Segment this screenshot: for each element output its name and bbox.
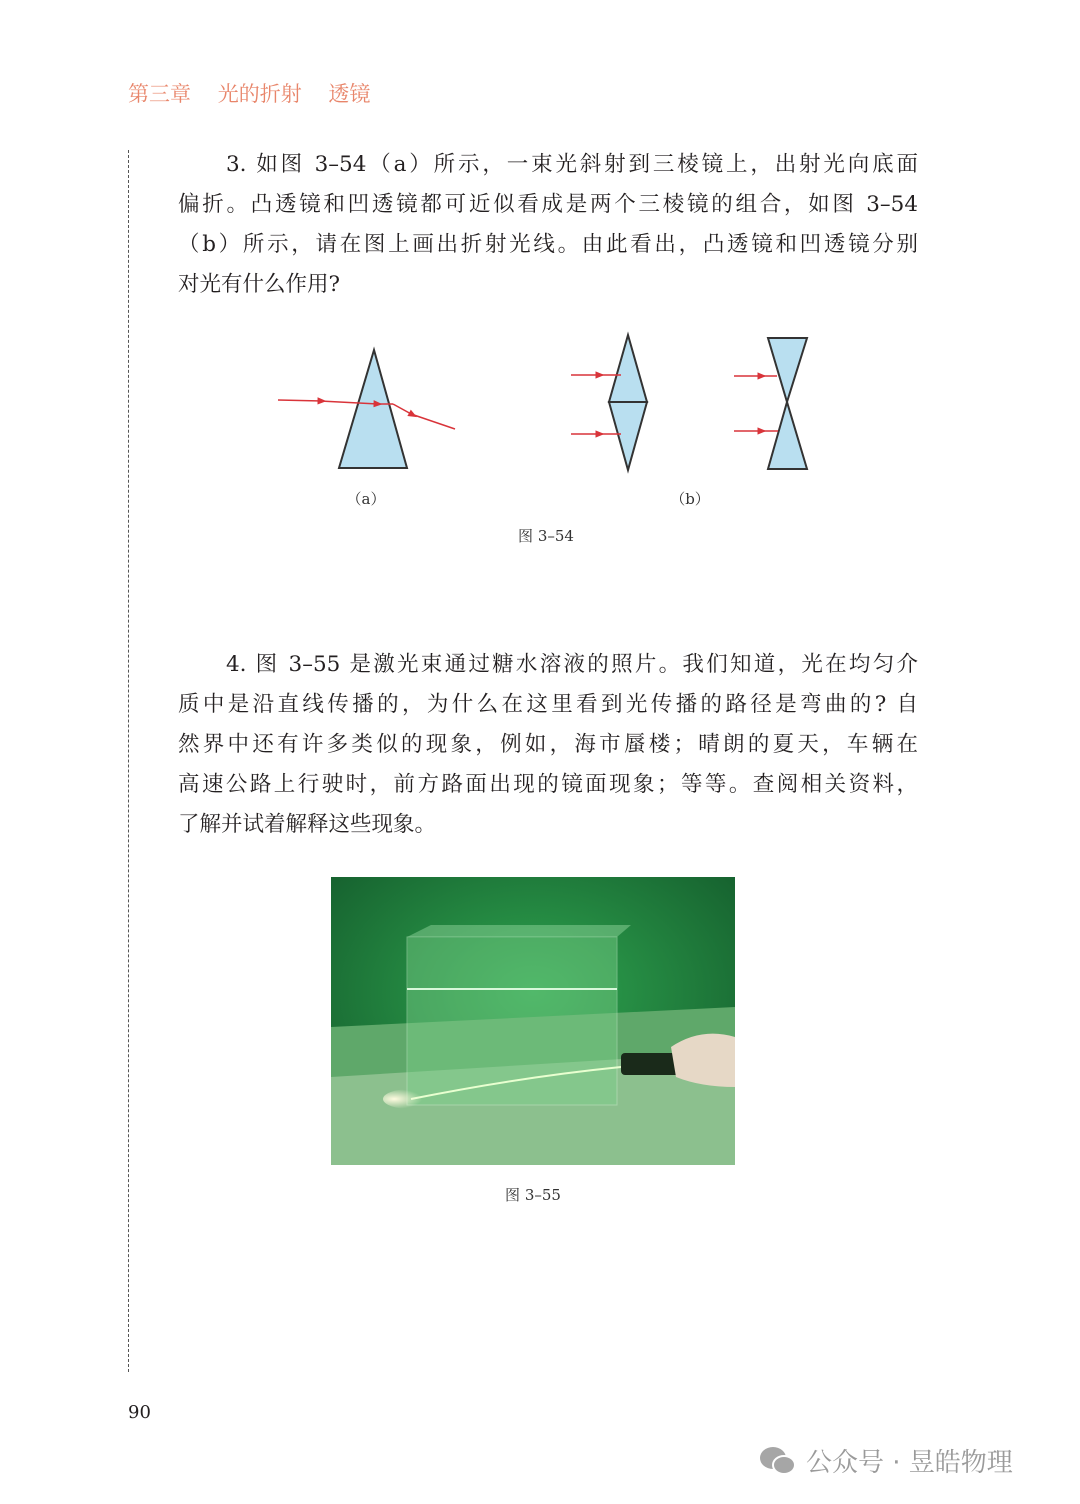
figure-label-b: （b） — [670, 490, 710, 508]
q4-line: 然界中还有许多类似的现象，例如，海市蜃楼；晴朗的夏天，车辆在 — [178, 732, 918, 757]
emergent-ray — [393, 404, 413, 415]
convex-lens-prisms — [571, 335, 647, 470]
question-4 — [178, 645, 918, 845]
concave-lens-prisms — [734, 338, 807, 469]
figure-label-a: （a） — [346, 490, 386, 508]
subsection-label: 透镜 — [328, 82, 371, 106]
figure-caption: 图 3–54 — [518, 527, 574, 545]
chapter-label: 第三章 — [128, 82, 191, 106]
laser-sugar-solution-photo — [331, 877, 735, 1165]
q4-line: 了解并试着解释这些现象。 — [178, 812, 437, 837]
q3-line: 对光有什么作用? — [178, 272, 341, 297]
prism-a — [278, 350, 455, 468]
figure-3-54 — [0, 0, 1080, 560]
q4-line: 质中是沿直线传播的，为什么在这里看到光传播的路径是弯曲的? 自 — [178, 692, 918, 717]
section-label: 光的折射 — [217, 82, 302, 106]
q4-line: 高速公路上行驶时，前方路面出现的镜面现象；等等。查阅相关资料， — [178, 772, 918, 797]
figure-caption: 图 3–55 — [505, 1186, 561, 1204]
q4-line: 4. 图 3–55 是激光束通过糖水溶液的照片。我们知道，光在均匀介 — [226, 652, 918, 677]
q3-line: （b）所示，请在图上画出折射光线。由此看出，凸透镜和凹透镜分别 — [178, 232, 918, 257]
page-number: 90 — [128, 1402, 151, 1423]
q3-line: 3. 如图 3–54（a）所示，一束光斜射到三棱镜上，出射光向底面 — [226, 152, 918, 177]
incident-ray — [278, 400, 322, 401]
watermark — [758, 1442, 1013, 1479]
q3-line: 偏折。凸透镜和凹透镜都可近似看成是两个三棱镜的组合，如图 3–54 — [178, 192, 918, 217]
watermark-text: 公众号 · 昱皓物理 — [806, 1448, 1013, 1478]
wechat-icon — [758, 1445, 798, 1477]
